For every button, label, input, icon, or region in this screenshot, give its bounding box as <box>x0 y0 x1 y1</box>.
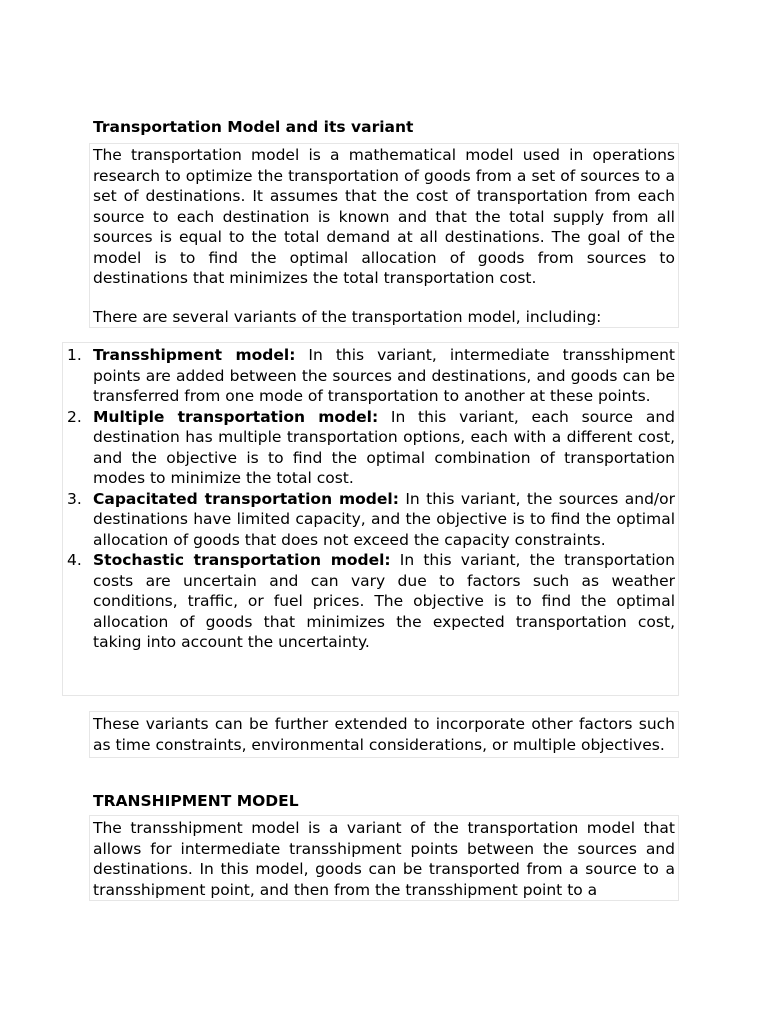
list-item-term: Transshipment model: <box>93 346 296 364</box>
variants-list <box>67 345 676 653</box>
list-item-text: In this variant, the sources and/or destinations have limited capacity, and the objective is to find the optimal allocation of goods that does not exceed the capacity constraints. <box>93 489 675 549</box>
list-item-number: 1. <box>67 346 82 364</box>
list-item-number: 2. <box>67 407 82 426</box>
list-item <box>67 407 675 489</box>
transhipment-paragraph: The transshipment model is a variant of the transportation model that allows for intermediate transshipment points between the sources and destinations. In this model, goods can be transported from a source to a transshipment point, and then from the transshipment point to a <box>93 819 675 899</box>
list-item <box>67 345 676 407</box>
list-item <box>67 489 675 551</box>
section-heading-transhipment-model: TRANSHIPMENT MODEL <box>93 792 299 810</box>
list-item-number: 4. <box>67 551 82 569</box>
list-item-term: Multiple transportation model: <box>93 407 379 426</box>
list-item-text: In this variant, the transportation costs are uncertain and can vary due to factors such as weather conditions, traffic, or fuel prices. The objective is to find the optimal allocation of goods that minimizes the expected transportation cost, taking into account the uncertainty. <box>93 551 675 651</box>
list-item <box>67 550 675 653</box>
extension-note-paragraph: These variants can be further extended to incorporate other factors such as time constraints, environmental considerations, or multiple objectives. <box>93 715 675 754</box>
variants-lead-paragraph: There are several variants of the transportation model, including: <box>93 308 602 326</box>
section-heading-transportation-model: Transportation Model and its variant <box>93 118 414 136</box>
list-item-text: In this variant, each source and destination has multiple transportation options, each with a different cost, and the objective is to find the optimal combination of transportation modes to minimize the total cost. <box>93 407 675 487</box>
list-item-text: In this variant, intermediate transshipment points are added between the sources and destinations, and goods can be transferred from one mode of transportation to another at these points. <box>93 346 676 405</box>
intro-paragraph: The transportation model is a mathematical model used in operations research to optimize the transportation of goods from a set of sources to a set of destinations. It assumes that the cost of transportation from each source to each destination is known and that the total supply from all sources is equal to the total demand at all destinations. The goal of the model is to find the optimal allocation of goods from sources to destinations that minimizes the total transportation cost. <box>93 146 675 287</box>
list-item-term: Stochastic transportation model: <box>93 551 391 569</box>
list-item-number: 3. <box>67 489 82 508</box>
list-item-term: Capacitated transportation model: <box>93 489 399 508</box>
